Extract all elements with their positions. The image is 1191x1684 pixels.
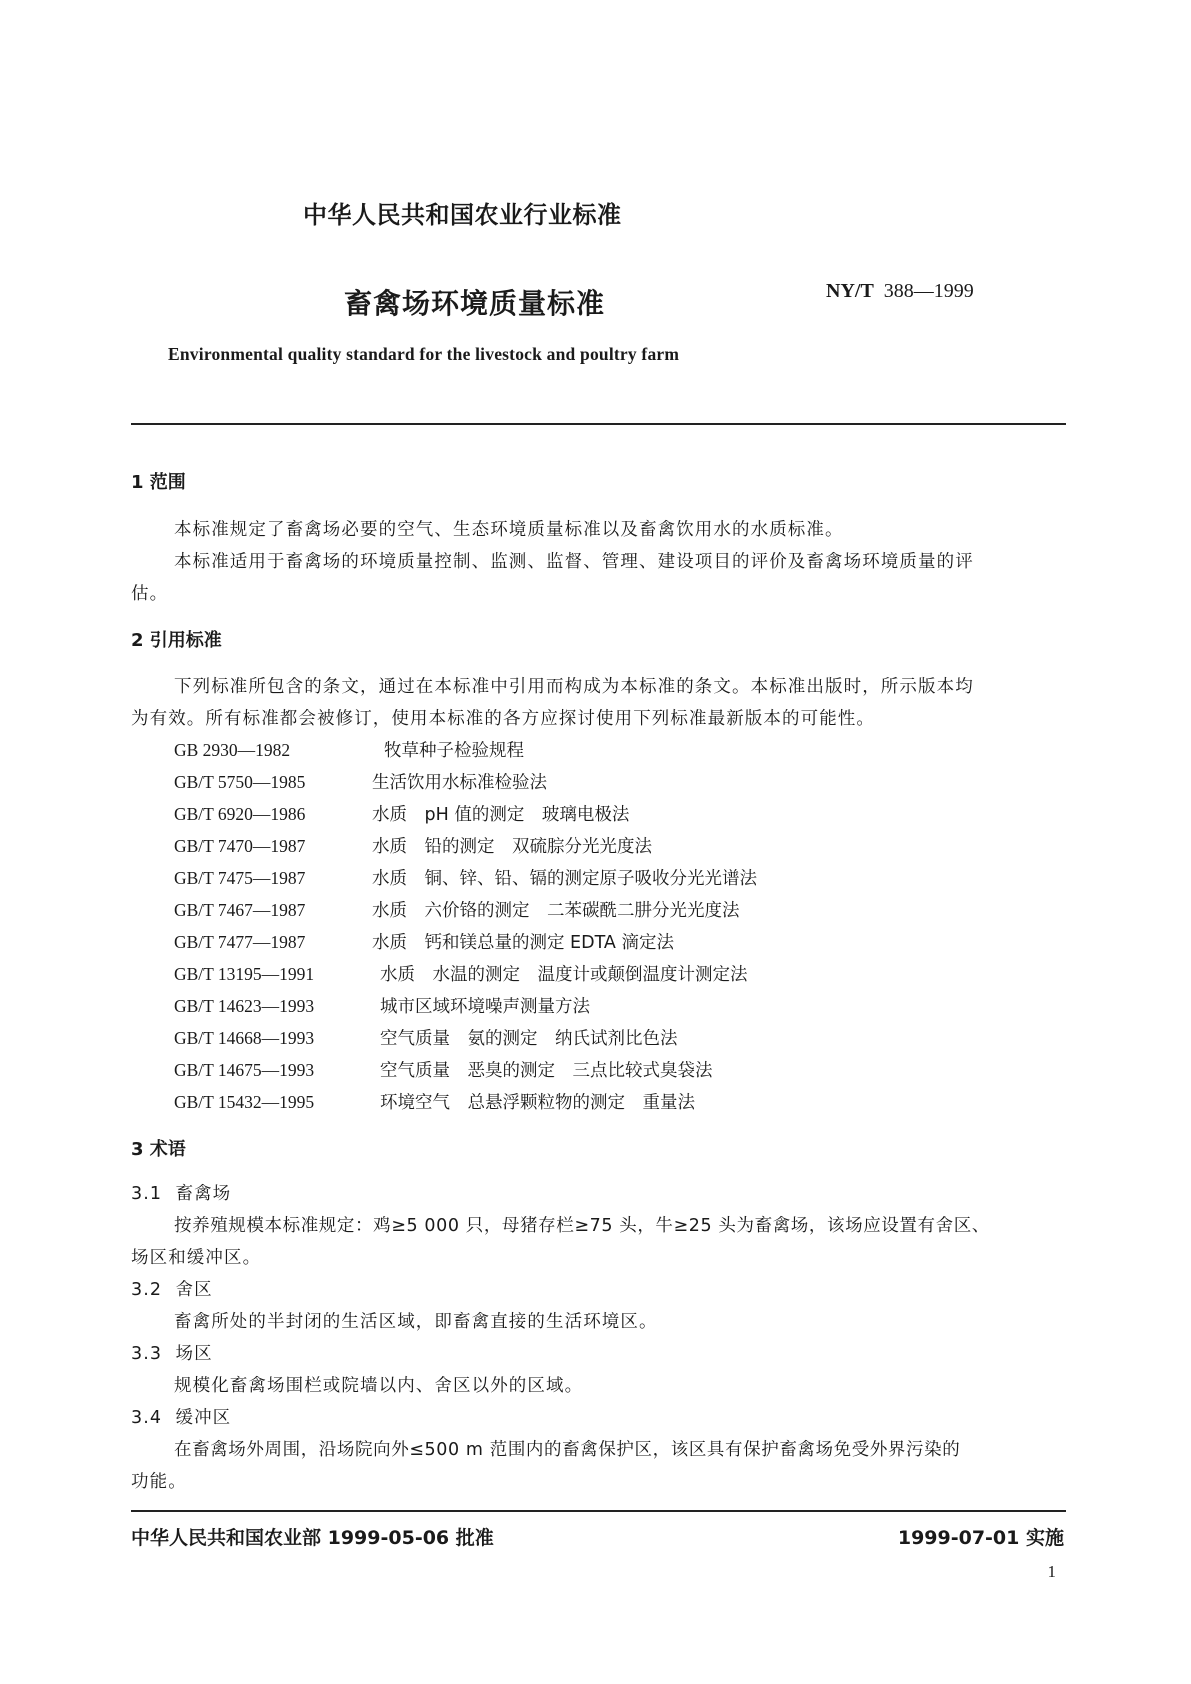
reference-item (174, 993, 590, 1018)
term-name: 畜禽场 (175, 1184, 232, 1204)
term-number: 3.1 (131, 1184, 163, 1204)
reference-code: GB/T 15432—1995 (174, 1092, 315, 1112)
term-number: 3.2 (131, 1280, 163, 1300)
term-definition: 畜禽所处的半封闭的生活区域，即畜禽直接的生活环境区。 (174, 1312, 658, 1332)
reference-title: 城市区域环境噪声测量方法 (380, 997, 590, 1017)
standard-prefix: NY/T (826, 280, 874, 302)
reference-item (174, 769, 547, 794)
reference-item (174, 1089, 695, 1114)
reference-item (174, 961, 748, 986)
page-number: 1 (1047, 1562, 1056, 1581)
term-definition: 按养殖规模本标准规定：鸡≥5 000 只，母猪存栏≥75 头，牛≥25 头为畜禽场，该场应设置有舍区、 (174, 1216, 990, 1236)
reference-title: 水质 六价铬的测定 二苯碳酰二肼分光光度法 (372, 901, 740, 921)
reference-title: 空气质量 氨的测定 纳氏试剂比色法 (380, 1029, 678, 1049)
reference-title: 空气质量 恶臭的测定 三点比较式臭袋法 (380, 1061, 713, 1081)
term-heading (131, 1180, 231, 1205)
standard-id: 388—1999 (883, 280, 974, 302)
reference-item (174, 929, 674, 954)
reference-code: GB/T 5750—1985 (174, 772, 306, 792)
section-1-paragraph-1: 本标准规定了畜禽场必要的空气、生态环境质量标准以及畜禽饮用水的水质标准。 (174, 520, 844, 540)
reference-code: GB/T 7470—1987 (174, 836, 306, 856)
reference-title: 环境空气 总悬浮颗粒物的测定 重量法 (380, 1093, 695, 1113)
reference-title: 水质 铜、锌、铅、镉的测定原子吸收分光光谱法 (372, 869, 757, 889)
reference-code: GB/T 14675—1993 (174, 1060, 315, 1080)
reference-item (174, 801, 629, 826)
reference-item (174, 865, 757, 890)
term-definition-cont: 功能。 (131, 1472, 187, 1492)
reference-code: GB/T 7475—1987 (174, 868, 306, 888)
reference-title: 水质 钙和镁总量的测定 EDTA 滴定法 (372, 933, 674, 953)
term-definition-cont: 场区和缓冲区。 (131, 1248, 262, 1268)
reference-item (174, 897, 740, 922)
section-2-heading: 2 引用标准 (131, 630, 222, 651)
approval-line: 中华人民共和国农业部 1999-05-06 批准 (131, 1527, 494, 1549)
term-number: 3.3 (131, 1344, 163, 1364)
term-heading (131, 1404, 231, 1429)
footer-divider (131, 1510, 1066, 1512)
reference-item (174, 833, 652, 858)
issuing-body-title: 中华人民共和国农业行业标准 (303, 201, 622, 229)
standard-number (826, 280, 974, 303)
document-title: 畜禽场环境质量标准 (344, 287, 606, 320)
reference-code: GB/T 7477—1987 (174, 932, 306, 952)
reference-item (174, 1057, 713, 1082)
reference-code: GB/T 13195—1991 (174, 964, 315, 984)
reference-title: 水质 铅的测定 双硫腙分光光度法 (372, 837, 652, 857)
reference-item (174, 1025, 678, 1050)
term-heading (131, 1340, 213, 1365)
reference-code: GB/T 14623—1993 (174, 996, 315, 1016)
section-3-heading: 3 术语 (131, 1139, 186, 1160)
reference-title: 水质 水温的测定 温度计或颠倒温度计测定法 (380, 965, 748, 985)
reference-code: GB/T 6920—1986 (174, 804, 306, 824)
term-heading (131, 1276, 213, 1301)
reference-title: 生活饮用水标准检验法 (372, 773, 547, 793)
reference-code: GB/T 7467—1987 (174, 900, 306, 920)
reference-code: GB/T 14668—1993 (174, 1028, 315, 1048)
section-1-paragraph-2-cont: 估。 (131, 584, 169, 604)
term-definition: 规模化畜禽场围栏或院墙以内、舍区以外的区域。 (174, 1376, 584, 1396)
reference-title: 水质 pH 值的测定 玻璃电极法 (372, 805, 630, 825)
section-2-paragraph: 下列标准所包含的条文，通过在本标准中引用而构成为本标准的条文。本标准出版时，所示版本均 (174, 677, 974, 697)
english-title: Environmental quality standard for the livestock and poultry farm (168, 344, 680, 364)
header-divider (131, 423, 1066, 425)
term-definition: 在畜禽场外周围，沿场院向外≤500 m 范围内的畜禽保护区，该区具有保护畜禽场免受外界污染的 (174, 1440, 961, 1460)
section-2-paragraph-cont: 为有效。所有标准都会被修订，使用本标准的各方应探讨使用下列标准最新版本的可能性。 (131, 709, 875, 729)
reference-title: 牧草种子检验规程 (384, 741, 524, 761)
term-name: 缓冲区 (175, 1408, 232, 1428)
reference-code: GB 2930—1982 (174, 740, 291, 760)
term-number: 3.4 (131, 1408, 163, 1428)
term-name: 舍区 (175, 1280, 213, 1300)
reference-item (174, 737, 524, 762)
effective-date: 1999-07-01 实施 (897, 1527, 1064, 1549)
section-1-paragraph-2: 本标准适用于畜禽场的环境质量控制、监测、监督、管理、建设项目的评价及畜禽场环境质量的评 (174, 552, 974, 572)
term-name: 场区 (175, 1344, 213, 1364)
section-1-heading: 1 范围 (131, 472, 186, 493)
